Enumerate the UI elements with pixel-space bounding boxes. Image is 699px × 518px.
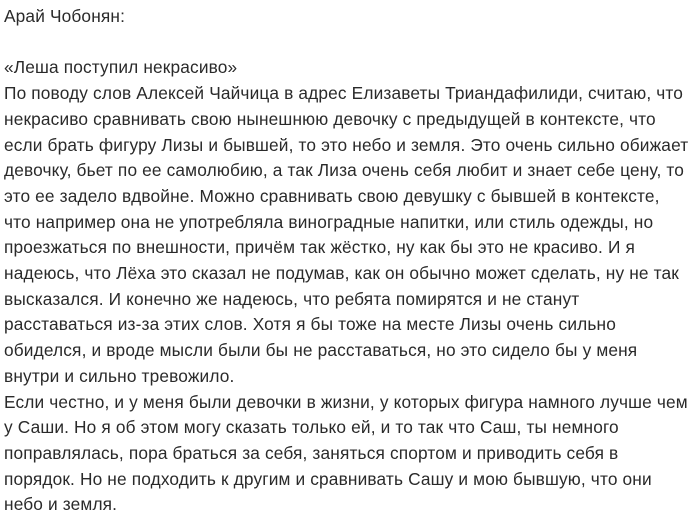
text-line: у Саши. Но я об этом могу сказать только ей, и то так что Саш, ты немного xyxy=(4,417,619,438)
text-line: девочку, бьет по ее самолюбию, а так Лиза очень себя любит и знает себе цену, то xyxy=(4,160,684,181)
text-line: надеюсь, что Лёха это сказал не подумав, как он обычно может сделать, ну не так xyxy=(4,263,679,284)
text-line: порядок. Но не подходить к другим и сравнивать Сашу и мою бывшую, что они xyxy=(4,468,652,489)
text-line: поправлялась, пора браться за себя, заняться спортом и приводить себя в xyxy=(4,442,619,463)
quote-title: «Леша поступил некрасиво» xyxy=(4,57,238,78)
text-line: По поводу слов Алексей Чайчица в адрес Елизаветы Триандафилиди, считаю, что xyxy=(4,83,684,104)
text-line: если брать фигуру Лизы и бывшей, то это небо и земля. Это очень сильно обижает xyxy=(4,134,689,155)
text-line: Если честно, и у меня были девочки в жизни, у которых фигура намного лучше чем xyxy=(4,391,688,412)
text-line: высказался. И конечно же надеюсь, что ребята помирятся и не станут xyxy=(4,288,580,309)
text-line: расставаться из-за этих слов. Хотя я бы тоже на месте Лизы очень сильно xyxy=(4,314,616,335)
paragraph-1 xyxy=(4,81,696,389)
text-line: внутри и сильно тревожило. xyxy=(4,365,235,386)
text-line: что например она не употребляла виноградные напитки, или стиль одежды, но xyxy=(4,211,654,232)
spacer xyxy=(4,30,696,56)
text-line: проезжаться по внешности, причём так жёстко, ну как бы это не красиво. И я xyxy=(4,237,635,258)
text-line: обиделся, и вроде мысли были бы не расставаться, но это сидело бы у меня xyxy=(4,340,638,361)
author-name: Арай Чобонян: xyxy=(4,6,126,26)
text-line: некрасиво сравнивать свою нынешнюю девочку с предыдущей в контексте, что xyxy=(4,108,656,129)
article-text xyxy=(4,4,696,518)
paragraph-2 xyxy=(4,390,696,518)
text-line: это ее задело вдвойне. Можно сравнивать свою девушку с бывшей в контексте, xyxy=(4,185,660,206)
text-line: небо и земля. xyxy=(4,494,118,515)
